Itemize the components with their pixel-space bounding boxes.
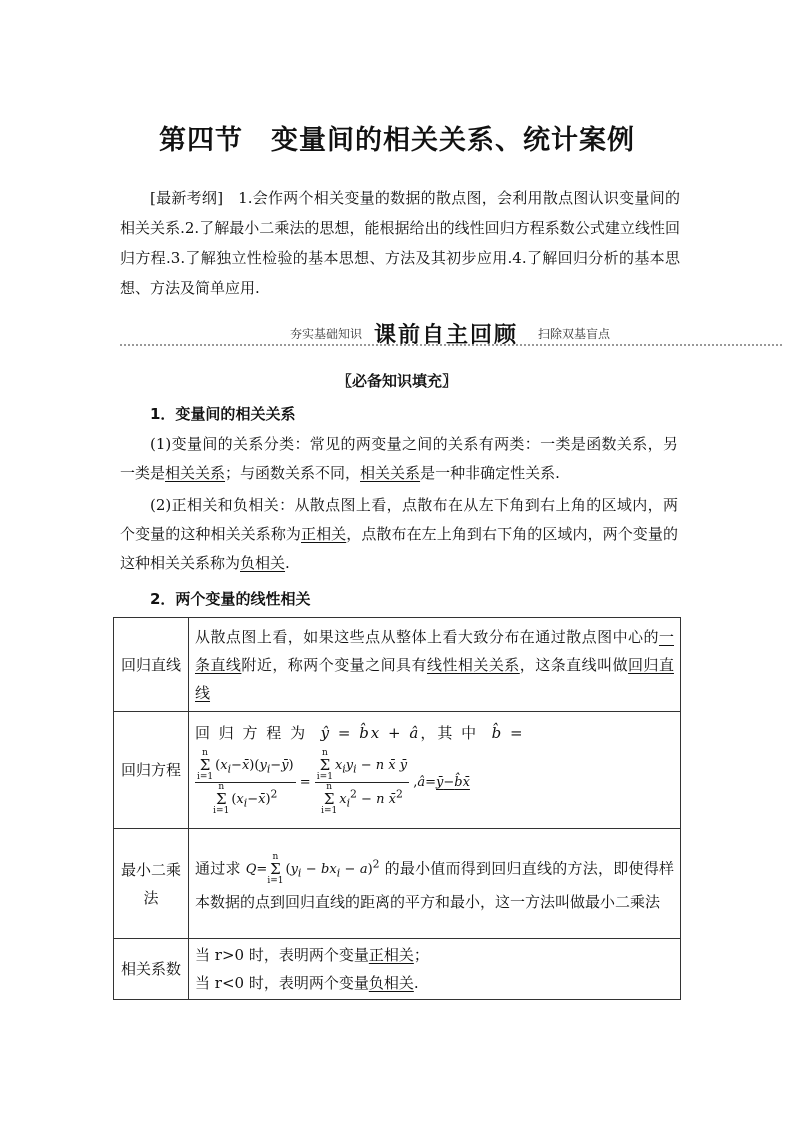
r1-text-a: 从散点图上看，如果这些点从整体上看大致分布在通过散点图中心的 <box>195 627 659 646</box>
p1-text-a: (1)变量间的关系分类：常见的两变量之间的关系有两类：一类是函数关系，另一类是 <box>120 435 678 482</box>
row-key-correlation-coefficient: 相关系数 <box>114 939 189 1000</box>
r1-text-c: ，这条直线叫做 <box>519 655 629 674</box>
r1-answer-2: 线性相关关系 <box>426 655 520 674</box>
p1-text-b: ；与函数关系不同， <box>225 464 361 482</box>
title-section-number: 第四节 <box>159 125 243 156</box>
page-title <box>0 118 794 157</box>
r1-text-b: 附近，称两个变量之间具有 <box>241 655 427 674</box>
s2-heading-wrap <box>120 585 678 614</box>
regression-coefficient-formula: n Σ $i=1(x_i-x̄)(y_i-ȳ)$ n Σ $i=1(x_i-x̄)^2$ = n Σ $i=1x_iy_i - n$ x̄ ȳ n Σ $i=1x_i^2 - n$ x̄$^2$ ,â=ȳ−b̂x̄ <box>197 747 470 816</box>
title-text: 变量间的相关关系、统计案例 <box>271 125 635 156</box>
p1-answer-2: 相关关系 <box>360 464 421 482</box>
row-key-least-squares: 最小二乘法 <box>114 829 189 939</box>
linear-correlation-table <box>113 617 681 1000</box>
s1-paragraph-1 <box>120 430 678 488</box>
r4-line2-text: 当 r<0 时，表明两个变量 <box>195 974 369 992</box>
r4-line2-end: . <box>413 974 419 992</box>
r2-bhat: b̂ = <box>491 723 525 742</box>
table-row <box>114 829 681 939</box>
table-row <box>114 939 681 1000</box>
formula-fraction-1: n Σ $i=1(x_i-x̄)(y_i-ȳ)$ n Σ $i=1(x_i-x̄)^2$ <box>197 747 294 816</box>
s1-heading-wrap <box>120 400 678 429</box>
r3-text-a: 通过求 <box>195 859 241 878</box>
exam-outline <box>120 183 680 303</box>
outline-text: 1.会作两个相关变量的数据的散点图，会利用散点图认识变量间的相关关系.2.了解最小二乘法的思想，能根据给出的线性回归方程系数公式建立线性回归方程.3.了解独立性检验的基本思想、方法及其初步应用.4.了解回归分析的基本思想、方法及简单应用. <box>120 189 680 297</box>
r4-line1-text: 当 r>0 时，表明两个变量 <box>195 946 369 964</box>
r2-equation: ŷ = b̂x + â <box>320 723 421 742</box>
row-key-regression-line: 回归直线 <box>114 618 189 712</box>
banner-right-text: 扫除双基盲点 <box>538 327 611 341</box>
outline-label: [最新考纲] <box>150 189 224 207</box>
row-value-regression-equation <box>189 712 681 829</box>
p1-answer-1: 相关关系 <box>165 464 226 482</box>
r4-answer-2: 负相关 <box>368 974 414 992</box>
r2-mid: ，其 中 <box>420 723 479 742</box>
section-title: 〖必备知识填充〗 <box>336 372 457 390</box>
s2-heading: 2．两个变量的线性相关 <box>150 590 311 608</box>
r1-answer-3: 回归直线 <box>195 655 674 702</box>
section-banner <box>120 318 782 348</box>
table-row <box>114 618 681 712</box>
r3-text-b: 的最小值而得到回归直线的方法，即使得样本数据的点到回归直线的距离的平方和最小，这一方法叫做最小二乘法 <box>195 859 674 911</box>
p1-text-c: 是一种非确定性关系. <box>420 464 560 482</box>
p2-text-c: . <box>285 554 290 572</box>
p2-text-b: ，点散布在左上角到右下角的区域内，两个变量的这种相关关系称为 <box>120 525 678 572</box>
table-row <box>114 712 681 829</box>
row-value-least-squares <box>189 829 681 939</box>
banner-left-text: 夯实基础知识 <box>290 327 363 341</box>
p2-text-a: (2)正相关和负相关：从散点图上看，点散布在从左下角到右上角的区域内，两个变量的这种相关关系称为 <box>120 496 678 543</box>
banner-title: 课前自主回顾 <box>374 323 519 348</box>
s1-paragraph-2 <box>120 491 678 578</box>
r1-answer-1: 一条直线 <box>195 627 674 674</box>
r4-answer-1: 正相关 <box>368 946 414 964</box>
s1-heading: 1．变量间的相关关系 <box>150 405 296 423</box>
r4-line1-end: ； <box>413 946 429 964</box>
row-value-regression-line <box>189 618 681 712</box>
least-squares-formula: Q=n Σ $i=1(y_i - bx_i - a)^2$ <box>245 852 380 887</box>
r2-lead: 回 归 方 程 为 <box>195 723 308 742</box>
p2-answer-1: 正相关 <box>301 525 347 543</box>
formula-fraction-2: n Σ $i=1x_iy_i - n$ x̄ ȳ n Σ $i=1x_i^2 - n$ x̄$^2$ <box>316 747 408 816</box>
p2-answer-2: 负相关 <box>240 554 286 572</box>
row-value-correlation-coefficient <box>189 939 681 1000</box>
row-key-regression-equation: 回归方程 <box>114 712 189 829</box>
